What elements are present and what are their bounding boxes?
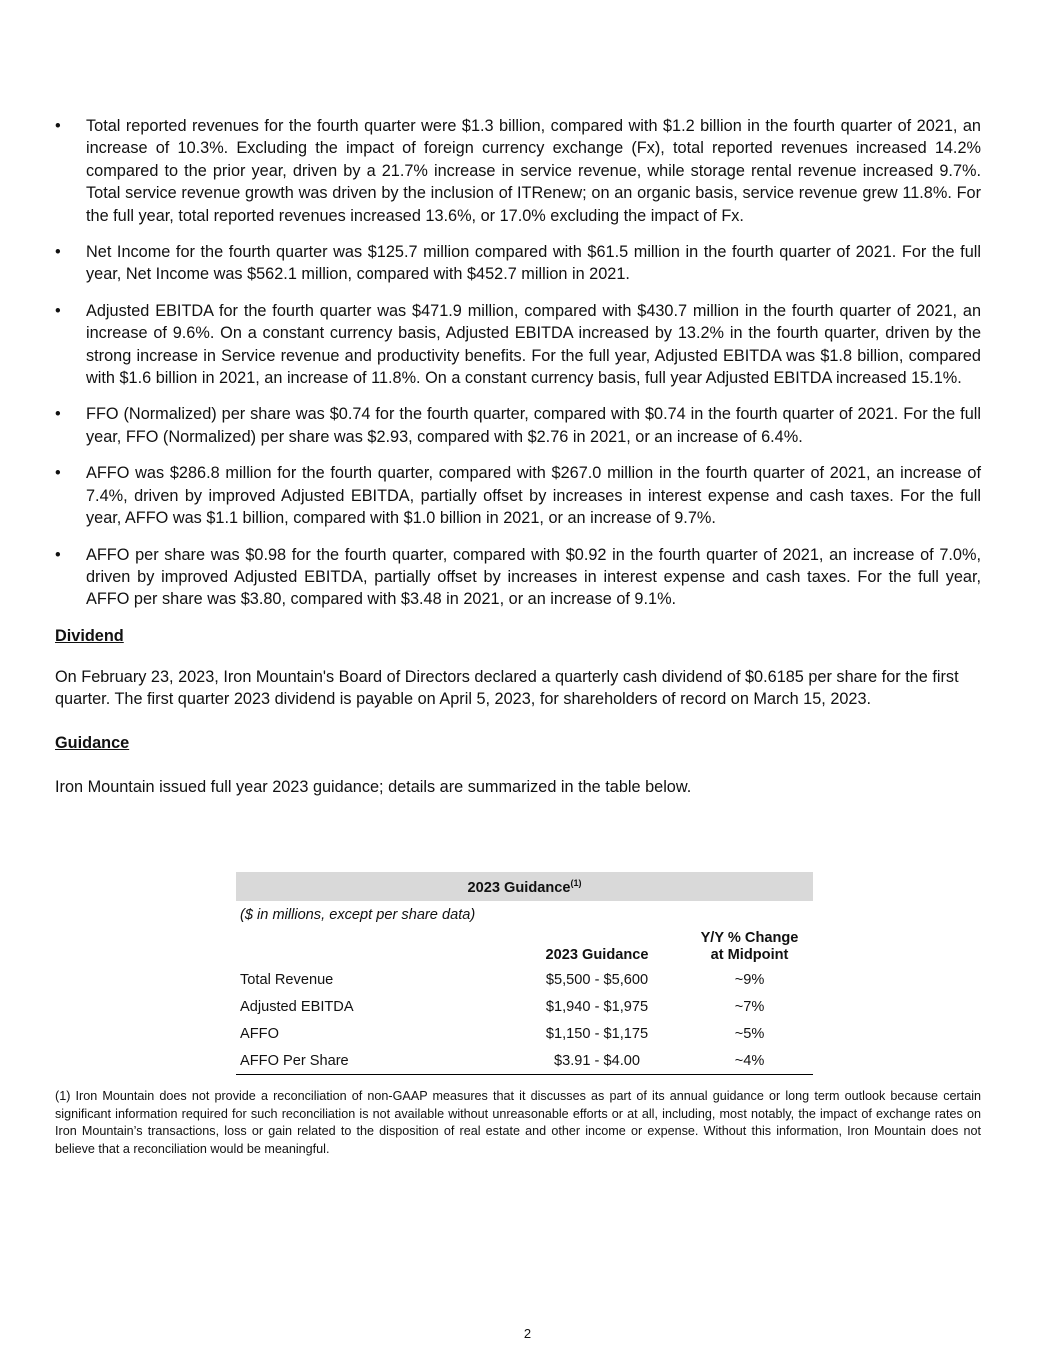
guidance-text: Iron Mountain issued full year 2023 guidance; details are summarized in the table below. xyxy=(55,777,692,796)
guidance-table-container xyxy=(236,872,813,1075)
list-item: • Total reported revenues for the fourth quarter were $1.3 billion, compared with $1.2 billion in the fourth quarter of 2021, an increase of 10.3%. Excluding the impact of foreign currency exchange (Fx), total reported revenues increased 14.2% compared to the prior year, driven by a 21.7% increase in service revenue, while storage rental revenue increased 9.7%. Total service revenue growth was driven by the inclusion of ITRenew; on an organic basis, service revenue grew 11.8%. For the full year, total reported revenues increased 13.6%, or 17.0% excluding the impact of Fx. xyxy=(55,117,981,225)
list-item: • Adjusted EBITDA for the fourth quarter was $471.9 million, compared with $430.7 million in the fourth quarter of 2021, an increase of 9.6%. On a constant currency basis, Adjusted EBITDA increased by 13.2% in the fourth quarter, driven by the strong increase in Service revenue and productivity benefits. For the full year, Adjusted EBITDA was $1.8 billion, compared with $1.6 billion in 2021, an increase of 11.8%. On a constant currency basis, full year Adjusted EBITDA increased 15.1%. xyxy=(55,301,981,388)
document-body xyxy=(55,115,981,798)
footnote: (1) Iron Mountain does not provide a reconciliation of non-GAAP measures that it discusses as part of its annual guidance or long term outlook because certain significant information required for such reconciliation is not available without unreasonable efforts or at all, including, most notably, the impact of exchange rates on Iron Mountain’s transactions, loss or gain related to the disposition of real estate and other income or expense. Without this information, Iron Mountain does not believe that a reconciliation would be meaningful. xyxy=(55,1089,981,1156)
list-item: • AFFO per share was $0.98 for the fourth quarter, compared with $0.92 in the fourth quarter of 2021, an increase of 7.0%, driven by improved Adjusted EBITDA, partially offset by increases in interest expense and cash taxes. For the full year, AFFO per share was $3.80, compared with $3.48 in 2021, or an increase of 9.1%. xyxy=(55,545,981,609)
list-item: • AFFO was $286.8 million for the fourth quarter, compared with $267.0 million in the fourth quarter of 2021, an increase of 7.4%, driven by improved Adjusted EBITDA, partially offset by increases in interest expense and cash taxes. For the full year, AFFO was $1.1 billion, compared with $1.0 billion in 2021, or an increase of 9.7%. xyxy=(55,464,981,528)
column-header-change: Y/Y % Change at Midpoint xyxy=(700,930,799,963)
bullet-icon: • xyxy=(55,464,61,483)
table-title: 2023 Guidance$^{(1)}$ xyxy=(236,872,813,901)
guidance-table xyxy=(236,872,813,1075)
table-row: AFFO Per Share $3.91 - $4.00 ~4% xyxy=(236,1047,813,1075)
table-row: AFFO $1,150 - $1,175 ~5% xyxy=(240,1025,765,1042)
dividend-heading: Dividend xyxy=(55,626,124,645)
column-header-guidance: 2023 Guidance xyxy=(545,947,649,963)
table-subtitle: ($ in millions, except per share data) xyxy=(240,906,476,923)
bullet-icon: • xyxy=(55,405,61,424)
table-row: Total Revenue $5,500 - $5,600 ~9% xyxy=(240,971,765,988)
bullet-icon: • xyxy=(55,545,61,564)
guidance-heading: Guidance xyxy=(55,733,130,752)
bullet-icon: • xyxy=(55,301,61,320)
bullet-icon: • xyxy=(55,243,61,262)
highlights-list xyxy=(55,115,981,611)
list-item: • FFO (Normalized) per share was $0.74 for the fourth quarter, compared with $0.74 in the fourth quarter of 2021. For the full year, FFO (Normalized) per share was $2.93, compared with $2.76 in 2021, or an increase of 6.4%. xyxy=(55,405,981,446)
list-item: • Net Income for the fourth quarter was $125.7 million compared with $61.5 million in the fourth quarter of 2021. For the full year, Net Income was $562.1 million, compared with $452.7 million in 2021. xyxy=(55,243,981,284)
bullet-icon: • xyxy=(55,117,61,135)
table-row: Adjusted EBITDA $1,940 - $1,975 ~7% xyxy=(240,998,765,1015)
dividend-text: On February 23, 2023, Iron Mountain's Board of Directors declared a quarterly cash dividend of $0.6185 per share for the first quarter. The first quarter 2023 dividend is payable on April 5, 2023, for shareholders of record on March 15, 2023. xyxy=(55,667,959,709)
page-number: 2 xyxy=(523,1326,532,1341)
